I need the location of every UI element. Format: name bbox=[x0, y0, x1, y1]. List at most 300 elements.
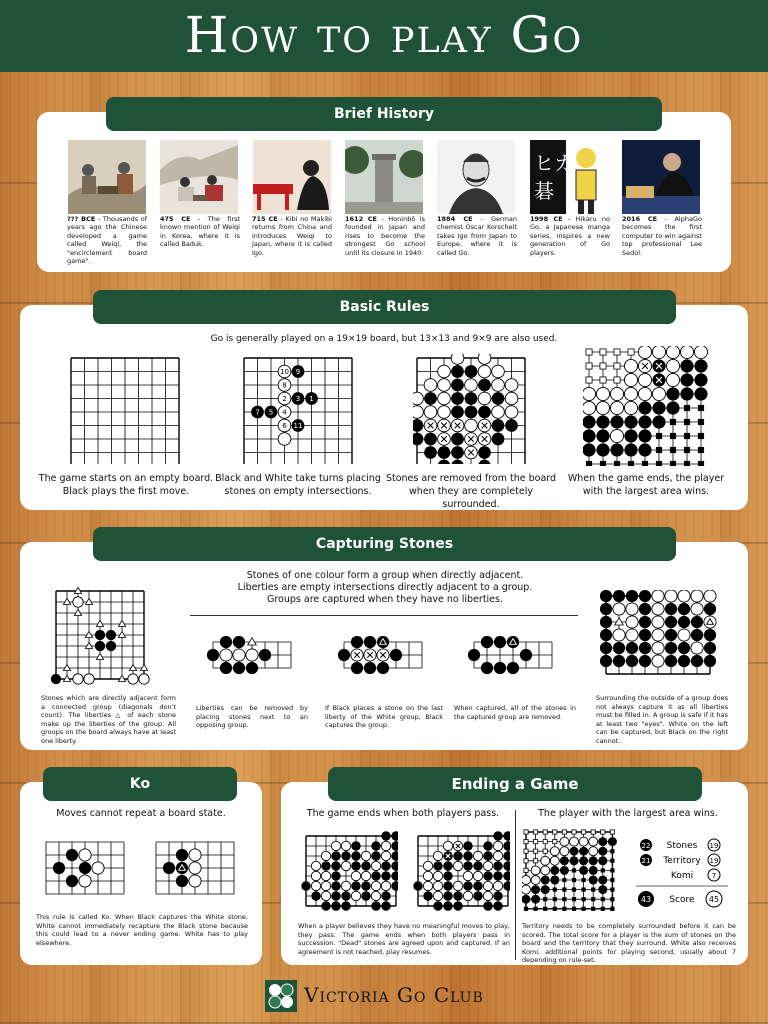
black-stone bbox=[463, 861, 472, 870]
board-ko-before bbox=[40, 832, 132, 906]
black-stone bbox=[259, 649, 271, 661]
black-stone bbox=[390, 649, 402, 661]
black-stone bbox=[680, 387, 693, 400]
white-stone bbox=[331, 841, 340, 850]
white-stone bbox=[79, 849, 91, 861]
black-stone bbox=[321, 901, 330, 910]
history-item: 2016 CE - AlphaGo becomes the first computer to win against top professional Lee Sedol. bbox=[622, 215, 702, 257]
black-stone bbox=[598, 837, 607, 846]
white-stone bbox=[665, 590, 677, 602]
white-stone bbox=[463, 871, 472, 880]
black-stone bbox=[494, 662, 506, 674]
black-stone bbox=[560, 856, 569, 865]
black-stone bbox=[583, 429, 596, 442]
black-stone bbox=[371, 841, 380, 850]
black-stone bbox=[492, 419, 505, 432]
board-empty bbox=[67, 354, 183, 464]
black-stone bbox=[492, 433, 505, 446]
black-stone bbox=[391, 851, 398, 860]
black-stone bbox=[665, 642, 677, 654]
capturing-caption: When captured, all of the stones in the captured group are removed. bbox=[454, 704, 576, 721]
black-stone bbox=[351, 662, 363, 674]
board-eyes bbox=[600, 590, 722, 688]
black-stone bbox=[483, 871, 492, 880]
black-stone bbox=[233, 662, 245, 674]
white-stone bbox=[652, 616, 664, 628]
board-ko-after bbox=[150, 832, 242, 906]
black-stone bbox=[413, 881, 422, 890]
white-stone bbox=[424, 406, 437, 419]
black-stone bbox=[451, 460, 464, 464]
move-number: 2 bbox=[282, 395, 287, 404]
black-stone bbox=[438, 446, 451, 459]
black-stone bbox=[453, 851, 462, 860]
black-stone bbox=[453, 901, 462, 910]
white-stone bbox=[361, 851, 370, 860]
black-stone bbox=[451, 446, 464, 459]
board-end-1 bbox=[300, 830, 398, 918]
black-stone bbox=[220, 636, 232, 648]
black-stone bbox=[51, 674, 61, 684]
black-stone bbox=[589, 856, 598, 865]
white-stone bbox=[638, 387, 651, 400]
black-stone bbox=[443, 871, 452, 880]
black-stone bbox=[66, 875, 78, 887]
board-end-2 bbox=[412, 830, 510, 918]
white-stone bbox=[613, 629, 625, 641]
black-stone bbox=[483, 901, 492, 910]
ending-text-right: Territory needs to be completely surrounded before it can be scored. The total score for a player is the sum of stones on the board and the territory that they surround. White also receives Komi, additional points for playing second, usually about 7 depending on rule-set. bbox=[522, 922, 736, 965]
capturing-caption: If Black places a stone on the last liberty of the White group, Black captures the group. bbox=[325, 704, 443, 730]
white-stone bbox=[624, 373, 637, 386]
black-stone bbox=[483, 851, 492, 860]
white-stone bbox=[381, 841, 390, 850]
black-stone bbox=[481, 636, 493, 648]
black-stone bbox=[624, 415, 637, 428]
black-stone bbox=[694, 387, 707, 400]
black-stone bbox=[331, 891, 340, 900]
black-stone bbox=[207, 649, 219, 661]
black-stone bbox=[639, 616, 651, 628]
white-stone bbox=[341, 841, 350, 850]
white-stone bbox=[433, 891, 442, 900]
history-item: ??? BCE - Thousands of years ago the Chinese developed a game called Weiqi, the "encirclement board game". bbox=[67, 215, 147, 266]
black-stone bbox=[638, 443, 651, 456]
black-stone bbox=[53, 862, 65, 874]
black-stone bbox=[463, 841, 472, 850]
white-stone bbox=[478, 392, 491, 405]
white-stone bbox=[465, 419, 478, 432]
svg-text:19: 19 bbox=[709, 842, 719, 850]
black-stone bbox=[478, 446, 491, 459]
white-stone bbox=[438, 379, 451, 392]
black-stone bbox=[176, 849, 188, 861]
white-stone bbox=[569, 837, 578, 846]
white-stone bbox=[666, 359, 679, 372]
black-stone bbox=[638, 429, 651, 442]
white-stone bbox=[492, 406, 505, 419]
black-stone bbox=[413, 419, 423, 432]
move-number: 8 bbox=[282, 381, 287, 390]
black-stone bbox=[691, 629, 703, 641]
white-stone bbox=[321, 881, 330, 890]
move-number: 3 bbox=[295, 395, 301, 404]
ending-intro-right: The player with the largest area wins. bbox=[538, 808, 718, 819]
history-item: 1612 CE - Honinbō is founded in Japan and rises to become the strongest Go school until its closure in 1940. bbox=[345, 215, 425, 257]
white-stone bbox=[691, 603, 703, 615]
black-stone bbox=[665, 616, 677, 628]
black-stone bbox=[106, 630, 116, 640]
black-stone bbox=[311, 891, 320, 900]
black-stone bbox=[691, 655, 703, 667]
club-logo-icon bbox=[265, 980, 297, 1012]
black-stone bbox=[503, 881, 510, 890]
white-stone bbox=[381, 851, 390, 860]
black-stone bbox=[589, 866, 598, 875]
black-stone bbox=[220, 662, 232, 674]
board-end-score bbox=[522, 828, 620, 920]
white-stone bbox=[73, 674, 83, 684]
black-stone bbox=[351, 861, 360, 870]
white-stone bbox=[541, 856, 550, 865]
black-stone bbox=[541, 875, 550, 884]
white-stone bbox=[624, 359, 637, 372]
white-stone bbox=[438, 365, 451, 378]
black-stone bbox=[613, 642, 625, 654]
black-stone bbox=[341, 851, 350, 860]
black-stone bbox=[610, 415, 623, 428]
black-stone bbox=[424, 392, 437, 405]
score-row-total bbox=[638, 891, 722, 907]
black-stone bbox=[391, 861, 398, 870]
black-stone bbox=[610, 443, 623, 456]
capturing-intro: Stones of one colour form a group when directly adjacent. Liberties are empty intersections directly adjacent to a group. Groups are captured when they have no liberties. bbox=[237, 570, 533, 605]
black-stone bbox=[361, 891, 370, 900]
black-stone bbox=[583, 415, 596, 428]
white-stone bbox=[189, 862, 201, 874]
white-stone bbox=[311, 881, 320, 890]
black-stone bbox=[505, 419, 518, 432]
black-stone bbox=[371, 901, 380, 910]
black-stone bbox=[341, 891, 350, 900]
white-stone bbox=[423, 881, 432, 890]
black-stone bbox=[613, 590, 625, 602]
black-stone bbox=[433, 901, 442, 910]
white-stone bbox=[92, 862, 104, 874]
white-stone bbox=[465, 379, 478, 392]
white-stone bbox=[624, 401, 637, 414]
svg-text:Komi: Komi bbox=[670, 871, 694, 881]
black-stone bbox=[531, 895, 540, 904]
white-stone bbox=[483, 891, 492, 900]
black-stone bbox=[451, 365, 464, 378]
black-stone bbox=[377, 662, 389, 674]
capturing-caption: Liberties can be removed by placing stones next to an opposing group. bbox=[196, 704, 308, 730]
white-stone bbox=[638, 346, 651, 359]
svg-text:19: 19 bbox=[709, 857, 719, 865]
black-stone bbox=[579, 847, 588, 856]
black-stone bbox=[694, 359, 707, 372]
black-stone bbox=[666, 387, 679, 400]
black-stone bbox=[483, 841, 492, 850]
black-stone bbox=[507, 662, 519, 674]
white-stone bbox=[560, 837, 569, 846]
black-stone bbox=[106, 641, 116, 651]
white-stone bbox=[652, 629, 664, 641]
black-stone bbox=[531, 885, 540, 894]
black-stone bbox=[596, 443, 609, 456]
black-stone bbox=[473, 881, 482, 890]
white-stone bbox=[433, 881, 442, 890]
ending-divider bbox=[515, 810, 516, 960]
black-stone bbox=[596, 429, 609, 442]
svg-text:碁: 碁 bbox=[534, 179, 554, 203]
black-stone bbox=[233, 636, 245, 648]
white-stone bbox=[613, 603, 625, 615]
history-item: 1998 CE - Hikaru no Go, a Japanese manga series, inspires a new generation of Go players. bbox=[530, 215, 610, 257]
black-stone bbox=[503, 841, 510, 850]
white-stone bbox=[438, 392, 451, 405]
black-stone bbox=[351, 851, 360, 860]
black-stone bbox=[338, 649, 350, 661]
black-stone bbox=[678, 616, 690, 628]
black-stone bbox=[423, 891, 432, 900]
white-stone bbox=[341, 881, 350, 890]
history-image-honinbo bbox=[345, 140, 423, 214]
black-stone bbox=[598, 885, 607, 894]
black-stone bbox=[424, 446, 437, 459]
black-stone bbox=[301, 881, 310, 890]
black-stone bbox=[341, 901, 350, 910]
white-stone bbox=[583, 401, 596, 414]
white-stone bbox=[321, 891, 330, 900]
white-stone bbox=[463, 891, 472, 900]
black-stone bbox=[492, 392, 505, 405]
white-stone bbox=[453, 861, 462, 870]
white-stone bbox=[361, 871, 370, 880]
black-stone bbox=[391, 841, 398, 850]
white-stone bbox=[84, 674, 94, 684]
white-stone bbox=[505, 392, 518, 405]
white-stone bbox=[483, 861, 492, 870]
white-stone bbox=[522, 885, 531, 894]
white-stone bbox=[704, 590, 716, 602]
black-stone bbox=[550, 866, 559, 875]
white-stone bbox=[433, 871, 442, 880]
capturing-left-text: Stones which are directly adjacent form a connected group (diagonals don't count). The liberties △ of each stone make up the liberties of the group. All groups on the board always have at least one liberty. bbox=[41, 694, 176, 745]
black-stone bbox=[600, 655, 612, 667]
white-stone bbox=[438, 406, 451, 419]
rules-caption: Stones are removed from the board when they are completely surrounded. bbox=[385, 473, 557, 510]
black-stone bbox=[691, 616, 703, 628]
white-stone bbox=[505, 406, 518, 419]
black-stone bbox=[371, 871, 380, 880]
white-stone bbox=[139, 674, 149, 684]
move-number: 7 bbox=[255, 408, 260, 417]
black-stone bbox=[381, 901, 390, 910]
white-stone bbox=[596, 401, 609, 414]
white-stone bbox=[381, 881, 390, 890]
black-stone bbox=[600, 616, 612, 628]
board-remove-liberties bbox=[205, 636, 301, 688]
black-stone bbox=[381, 891, 390, 900]
history-image-ancient bbox=[68, 140, 146, 214]
svg-text:21: 21 bbox=[641, 857, 651, 865]
black-stone bbox=[600, 629, 612, 641]
white-stone bbox=[478, 354, 491, 364]
black-stone bbox=[639, 642, 651, 654]
white-stone bbox=[451, 354, 464, 364]
ending-intro-left: The game ends when both players pass. bbox=[306, 808, 500, 819]
black-stone bbox=[665, 603, 677, 615]
white-stone bbox=[626, 603, 638, 615]
white-stone bbox=[128, 674, 138, 684]
white-stone bbox=[678, 590, 690, 602]
black-stone bbox=[468, 649, 480, 661]
black-stone bbox=[66, 849, 78, 861]
black-stone bbox=[478, 460, 491, 464]
white-stone bbox=[413, 392, 423, 405]
history-image-korea bbox=[160, 140, 238, 214]
ko-intro: Moves cannot repeat a board state. bbox=[56, 808, 226, 819]
black-stone bbox=[613, 655, 625, 667]
black-stone bbox=[331, 871, 340, 880]
black-stone bbox=[503, 851, 510, 860]
black-stone bbox=[361, 881, 370, 890]
black-stone bbox=[176, 875, 188, 887]
black-stone bbox=[443, 881, 452, 890]
white-stone bbox=[531, 866, 540, 875]
black-stone bbox=[478, 406, 491, 419]
black-stone bbox=[638, 415, 651, 428]
score-row-komi bbox=[671, 869, 720, 881]
white-stone bbox=[433, 851, 442, 860]
white-stone bbox=[583, 387, 596, 400]
black-stone bbox=[680, 359, 693, 372]
black-stone bbox=[678, 642, 690, 654]
white-stone bbox=[371, 881, 380, 890]
black-stone bbox=[481, 662, 493, 674]
history-item: 475 CE - The first known mention of Weiqi in Korea, where it is called Baduk. bbox=[160, 215, 241, 249]
white-stone bbox=[493, 851, 502, 860]
black-stone bbox=[520, 649, 532, 661]
white-stone bbox=[473, 871, 482, 880]
black-stone bbox=[391, 871, 398, 880]
white-stone bbox=[652, 387, 665, 400]
white-stone bbox=[560, 847, 569, 856]
white-stone bbox=[596, 387, 609, 400]
white-stone bbox=[483, 881, 492, 890]
capturing-heading: Capturing Stones bbox=[93, 527, 676, 561]
white-stone bbox=[610, 387, 623, 400]
black-stone bbox=[381, 861, 390, 870]
white-stone bbox=[493, 841, 502, 850]
white-stone bbox=[550, 847, 559, 856]
ending-text-left: When a player believes they have no meaningful moves to play, they pass. The game ends when both players pass in succession. "Dead" stones are agreed upon and captured. If an agreement is not reached, play resumes. bbox=[298, 922, 510, 956]
rules-caption: When the game ends, the player with the largest area wins. bbox=[567, 473, 725, 497]
score-row-territory bbox=[640, 854, 720, 866]
board-last-liberty bbox=[336, 636, 432, 688]
white-stone bbox=[680, 346, 693, 359]
black-stone bbox=[608, 837, 617, 846]
black-stone bbox=[652, 401, 665, 414]
ending-heading: Ending a Game bbox=[328, 767, 702, 801]
white-stone bbox=[424, 379, 437, 392]
black-stone bbox=[364, 636, 376, 648]
white-stone bbox=[443, 841, 452, 850]
capturing-right-text: Surrounding the outside of a group does not always capture it as all liberties must be filled in. A group is safe if it has at least two "eyes". White on the left can be captured, but Black on the right cannot. bbox=[596, 694, 728, 745]
black-stone bbox=[639, 629, 651, 641]
black-stone bbox=[463, 881, 472, 890]
history-image-korschelt bbox=[437, 140, 515, 214]
black-stone bbox=[433, 861, 442, 870]
white-stone bbox=[220, 649, 232, 661]
white-stone bbox=[666, 346, 679, 359]
rules-intro: Go is generally played on a 19×19 board, but 13×13 and 9×9 are also used. bbox=[210, 334, 558, 344]
black-stone bbox=[361, 861, 370, 870]
black-stone bbox=[503, 861, 510, 870]
black-stone bbox=[424, 433, 437, 446]
history-image-alphago bbox=[622, 140, 700, 214]
black-stone bbox=[443, 901, 452, 910]
move-number: 11 bbox=[293, 422, 303, 431]
black-stone bbox=[704, 603, 716, 615]
history-heading: Brief History bbox=[106, 97, 662, 131]
black-stone bbox=[598, 856, 607, 865]
white-stone bbox=[423, 871, 432, 880]
svg-text:45: 45 bbox=[708, 895, 720, 904]
black-stone bbox=[493, 871, 502, 880]
black-stone bbox=[371, 851, 380, 860]
score-row-stones bbox=[640, 839, 720, 851]
black-stone bbox=[579, 866, 588, 875]
white-stone bbox=[638, 373, 651, 386]
black-stone bbox=[478, 379, 491, 392]
black-stone bbox=[704, 642, 716, 654]
black-stone bbox=[624, 429, 637, 442]
move-number: 10 bbox=[280, 368, 289, 377]
white-stone bbox=[371, 861, 380, 870]
history-image-japan bbox=[253, 140, 331, 214]
white-stone bbox=[492, 365, 505, 378]
board-captured bbox=[466, 636, 562, 688]
white-stone bbox=[691, 590, 703, 602]
white-stone bbox=[652, 603, 664, 615]
ko-text: This rule is called Ko. When Black captures the White stone, White cannot immediately recapture the Black stone because this could lead to a never ending game. White has to play elsewhere. bbox=[36, 913, 248, 947]
black-stone bbox=[569, 847, 578, 856]
black-stone bbox=[569, 856, 578, 865]
club-name: Victoria Go Club bbox=[304, 983, 484, 1007]
black-stone bbox=[351, 881, 360, 890]
svg-text:ヒカ: ヒカ bbox=[534, 151, 574, 175]
black-stone bbox=[626, 642, 638, 654]
capturing-divider bbox=[190, 615, 578, 616]
black-stone bbox=[163, 862, 175, 874]
black-stone bbox=[589, 875, 598, 884]
white-stone bbox=[79, 875, 91, 887]
white-stone bbox=[311, 871, 320, 880]
black-stone bbox=[550, 875, 559, 884]
black-stone bbox=[493, 861, 502, 870]
black-stone bbox=[560, 866, 569, 875]
move-number: 5 bbox=[268, 408, 274, 417]
black-stone bbox=[465, 392, 478, 405]
white-stone bbox=[541, 866, 550, 875]
black-stone bbox=[473, 891, 482, 900]
black-stone bbox=[583, 443, 596, 456]
black-stone bbox=[598, 875, 607, 884]
svg-text:22: 22 bbox=[641, 842, 651, 850]
